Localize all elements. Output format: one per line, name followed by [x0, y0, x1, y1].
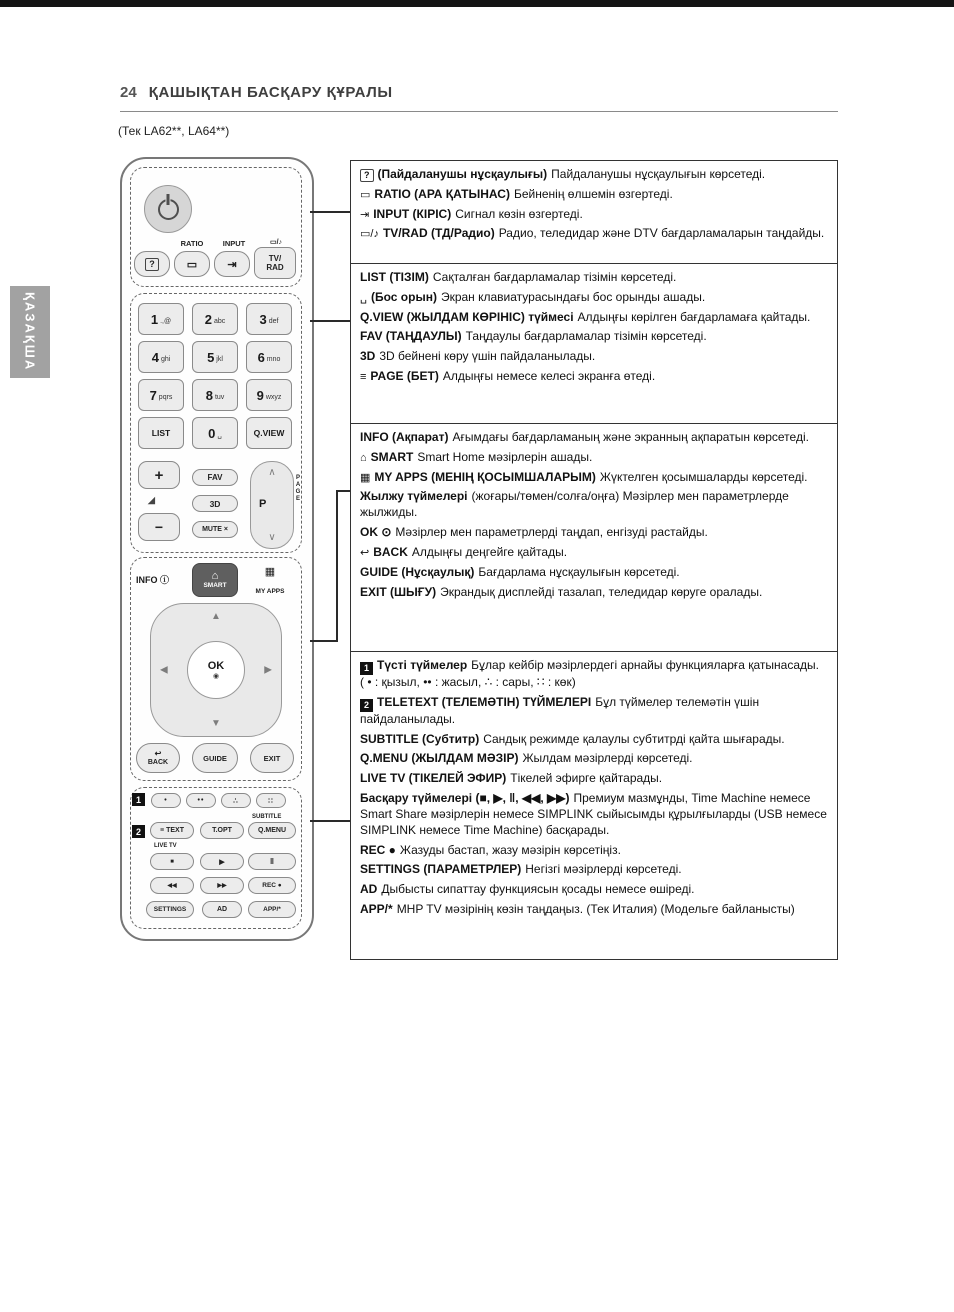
help-button — [134, 251, 170, 277]
key-8: 8 tuv — [192, 379, 238, 411]
marker-1: 1 — [360, 662, 373, 675]
input-icon: ⇥ — [360, 208, 370, 221]
nav-left-icon: ◀ — [160, 664, 168, 676]
desc-item: Басқару түймелері (■, ▶, ‖, ◀◀, ▶▶) Премиум мазмұнды, Time Machine немесе Smart Share мәзірлерін немесе SIMPLINK сыйысымды құрылғыларды (USB немесе SIMPLINK немесе Time Machine) басқарады. — [360, 791, 827, 837]
tv-rad-line2: RAD — [266, 262, 284, 272]
desc-item: OK ⊙ Мәзірлер мен параметрлерді таңдап, енгізуді растайды. — [360, 525, 708, 540]
key-4: 4 ghi — [138, 341, 184, 373]
desc-item: FAV (ТАҢДАУЛЫ) Таңдаулы бағдарламалар тізімін көрсетеді. — [360, 329, 707, 344]
language-tab: ҚАЗАҚША — [10, 286, 50, 378]
connector-line — [310, 640, 338, 642]
smart-home-icon: ⌂ — [360, 451, 367, 464]
description-box-smart — [350, 423, 838, 652]
desc-item: 2 TELETEXT (ТЕЛЕМӘТІН) ТҮЙМЕЛЕРІ Бұл түймелер телемәтін үшін пайдаланылады. — [360, 694, 760, 726]
connector-line — [310, 820, 350, 822]
desc-item: ▭ RATIO (АРА ҚАТЫНАС) Бейненің өлшемін өзгертеді. — [360, 186, 673, 201]
desc-item: APP/* MHP TV мәзірінің көзін таңдаңыз. (Тек Италия) (Модельге байланысты) — [360, 902, 795, 917]
desc-item: Q.VIEW (ЖЫЛДАМ КӨРІНІС) түймесі Алдыңғы көрілген бағдарламаға қайтады. — [360, 309, 811, 324]
desc-item: ≡ PAGE (БЕТ) Алдыңғы немесе келесі экранға өтеді. — [360, 369, 656, 384]
live-tv-label: LIVE TV — [154, 843, 177, 849]
desc-item: LIST (ТІЗІМ) Сақталған бағдарламалар тізімін көрсетеді. — [360, 270, 677, 284]
page-icon: ≡ — [360, 371, 367, 384]
my-apps-icon: ▦ — [264, 566, 276, 578]
ad-button: AD — [202, 901, 242, 918]
back-icon: ↩ — [154, 749, 162, 758]
desc-item: Q.MENU (ЖЫЛДАМ МӘЗІР) Жылдам мәзірлерді көрсетеді. — [360, 751, 693, 766]
tv-rad-mini-icon: ▭/♪ — [269, 239, 283, 246]
tv-rad-icon: ▭/♪ — [360, 228, 379, 241]
connector-line — [336, 490, 338, 642]
ok-wheel-icon: ◉ — [212, 673, 220, 680]
rec-button: REC ● — [248, 877, 296, 894]
model-note: (Тек LA62**, LA64**) — [118, 124, 230, 138]
teletext-icon: ≡ — [160, 827, 165, 834]
fast-forward-button: ▶▶ — [200, 877, 244, 894]
speaker-icon: ◢ — [148, 495, 155, 505]
back-icon: ↩ — [360, 546, 370, 559]
ratio-button: ▭ — [174, 251, 210, 277]
page-up-icon: ∧ — [268, 467, 276, 478]
scan-edge — [0, 0, 954, 7]
nav-up-icon: ▲ — [211, 611, 221, 622]
description-box-top — [350, 160, 838, 264]
desc-item: SUBTITLE (Субтитр) Сандық режимде қалаулы субтитрді қайта шығарады. — [360, 731, 785, 746]
tv-rad-button — [254, 247, 296, 279]
desc-item: ⇥ INPUT (КІРІС) Сигнал көзін өзгертеді. — [360, 206, 583, 221]
page-number: 24 — [120, 84, 137, 101]
page-header — [120, 84, 838, 112]
key-5: 5 jkl — [192, 341, 238, 373]
desc-item: LIVE TV (ТІКЕЛЕЙ ЭФИР) Тікелей эфирге қайтарады. — [360, 771, 663, 786]
desc-item: GUIDE (Нұсқаулық) Бағдарлама нұсқаулығын көрсетеді. — [360, 564, 680, 579]
connector-line — [310, 320, 350, 322]
list-button: LIST — [138, 417, 184, 449]
desc-item: ? (Пайдаланушы нұсқаулығы) Пайдаланушы нұсқаулығын көрсетеді. — [360, 167, 828, 183]
desc-item: ▦ MY APPS (МЕНІҢ ҚОСЫМШАЛАРЫМ) Жүктелген қосымшаларды көрсетеді. — [360, 469, 808, 484]
input-button: ⇥ — [214, 251, 250, 277]
key-2: 2 abc — [192, 303, 238, 335]
color-button-red: • — [151, 793, 181, 808]
subtitle-label: SUBTITLE — [252, 814, 282, 820]
my-apps-label: MY APPS — [255, 587, 285, 595]
play-button: ▶ — [200, 853, 244, 870]
back-button — [136, 743, 180, 773]
description-box-keypad — [350, 263, 838, 424]
space-icon: ␣ — [360, 291, 367, 304]
pause-button: ‖ — [248, 853, 296, 870]
key-7: 7 pqrs — [138, 379, 184, 411]
smart-home-icon: ⌂ — [211, 569, 219, 582]
page-vertical-label: PAGE — [295, 475, 301, 503]
key-0: 0 ␣ — [192, 417, 238, 449]
power-icon — [158, 199, 179, 220]
desc-item: ⌂ SMART Smart Home мәзірлерін ашады. — [360, 449, 593, 464]
desc-item: ▭/♪ TV/RAD (ТД/Радио) Радио, теледидар және DTV бағдарламаларын таңдайды. — [360, 226, 825, 241]
ratio-label: RATIO — [180, 239, 204, 248]
ok-button — [187, 641, 245, 699]
desc-item: INFO (Ақпарат) Ағымдағы бағдарламаның және экранның ақпаратын көрсетеді. — [360, 430, 809, 444]
stop-button: ■ — [150, 853, 194, 870]
settings-button: SETTINGS — [146, 901, 194, 918]
callout-marker-2: 2 — [132, 825, 145, 838]
ratio-icon: ▭ — [360, 188, 371, 201]
desc-item: 1 Түсті түймелер Бұлар кейбір мәзірлердегі арнайы функцияларға қатынасады. ( • : қызыл, •• : жасыл, ∴ : сары, ∷ : көк) — [360, 658, 828, 691]
ok-label: OK — [207, 660, 225, 672]
smart-label: SMART — [203, 581, 227, 589]
rewind-button: ◀◀ — [150, 877, 194, 894]
marker-2: 2 — [360, 699, 373, 712]
desc-item: ↩ BACK Алдыңғы деңгейге қайтады. — [360, 544, 568, 559]
key-6: 6 mno — [246, 341, 292, 373]
app-button: APP/* — [248, 901, 296, 918]
desc-item: Жылжу түймелері (жоғары/төмен/солға/оңға) Мәзірлер мен параметрлерде жылжиды. — [360, 489, 789, 520]
exit-button: EXIT — [250, 743, 294, 773]
power-button — [144, 185, 192, 233]
my-apps-button — [246, 562, 294, 597]
callout-marker-1: 1 — [132, 793, 145, 806]
mute-button: MUTE × — [192, 521, 238, 538]
qmenu-button: Q.MENU — [248, 822, 296, 839]
desc-item: ␣ (Бос орын) Экран клавиатурасындағы бос орынды ашады. — [360, 289, 706, 304]
page-rocker — [250, 461, 294, 549]
volume-down-button: − — [138, 513, 180, 541]
topt-button: T.OPT — [200, 822, 244, 839]
back-label: BACK — [147, 759, 169, 766]
page-p-label: P — [259, 498, 267, 510]
input-label: INPUT — [222, 239, 246, 248]
3d-button: 3D — [192, 495, 238, 512]
page-title: ҚАШЫҚТАН БАСҚАРУ ҚҰРАЛЫ — [148, 84, 393, 101]
fav-button: FAV — [192, 469, 238, 486]
text-button — [150, 822, 194, 839]
color-button-yellow: ∴ — [221, 793, 251, 808]
key-9: 9 wxyz — [246, 379, 292, 411]
color-button-green: •• — [186, 793, 216, 808]
info-button: INFO ⓘ — [136, 575, 169, 585]
my-apps-icon: ▦ — [360, 471, 371, 484]
nav-down-icon: ▼ — [211, 718, 221, 729]
remote-control-illustration — [120, 157, 314, 941]
desc-item: REC ● Жазуды бастап, жазу мәзірін көрсетіңіз. — [360, 842, 621, 857]
tv-rad-line1: TV/ — [268, 253, 282, 263]
desc-item: 3D 3D бейнені көру үшін пайдаланылады. — [360, 349, 596, 364]
smart-button — [192, 563, 238, 597]
page-down-icon: ∨ — [268, 532, 276, 543]
volume-up-button: + — [138, 461, 180, 489]
user-guide-icon: ? — [360, 169, 374, 182]
guide-button: GUIDE — [192, 743, 238, 773]
color-key-line: ( • : қызыл, •• : жасыл, ∴ : сары, ∷ : көк) — [360, 675, 576, 689]
text-label: TEXT — [166, 827, 184, 834]
description-box-bottom — [350, 651, 838, 960]
desc-item: EXIT (ШЫҒУ) Экрандық дисплейді тазалап, теледидар көруге оралады. — [360, 584, 763, 599]
desc-item: AD Дыбысты сипаттау функциясын қосады немесе өшіреді. — [360, 882, 695, 897]
key-1: 1 .,@ — [138, 303, 184, 335]
question-icon: ? — [145, 258, 159, 271]
key-3: 3 def — [246, 303, 292, 335]
connector-line — [310, 211, 350, 213]
nav-right-icon: ▶ — [264, 664, 272, 676]
desc-item: SETTINGS (ПАРАМЕТРЛЕР) Негізгі мәзірлерді көрсетеді. — [360, 862, 682, 877]
connector-line — [336, 490, 350, 492]
navigation-pad — [150, 603, 282, 737]
qview-button: Q.VIEW — [246, 417, 292, 449]
color-button-blue: ∷ — [256, 793, 286, 808]
